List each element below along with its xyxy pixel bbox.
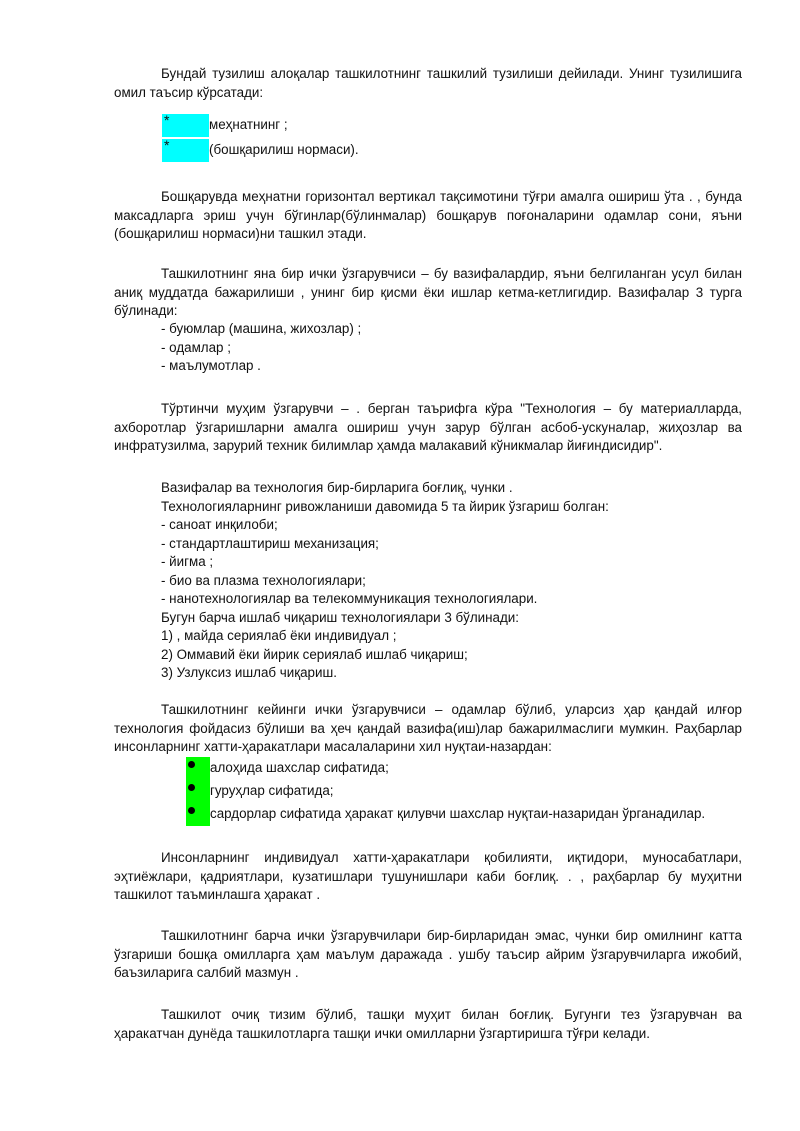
list-item: - маълумотлар .	[161, 358, 261, 373]
list-item: - йигма ;	[161, 554, 214, 569]
list-item-text: гуруҳлар сифатида;	[210, 783, 334, 798]
list-item-text: алоҳида шахслар сифатида;	[210, 760, 389, 775]
asterisk-icon: *	[164, 137, 170, 153]
paragraph-open-system: Ташкилот очиқ тизим бўлиб, ташқи муҳит билан боғлиқ. Бугунги тез ўзгарувчан ва ҳаракатчан дунёда ташкилотларга ташқи ички омилларни ўзгартиришга тўғри келади.	[114, 1007, 742, 1041]
asterisk-marker-highlight	[162, 139, 209, 162]
bullet-marker-highlight	[186, 780, 210, 803]
paragraph-structure: Бундай тузилиш алоқалар ташкилотнинг ташкилий тузилиши дейилади. Унинг тузилишига омил таъсир кўрсатади:	[114, 66, 742, 100]
paragraph-internal-variables: Ташкилотнинг барча ички ўзгарувчилари бир-бирларидан эмас, чунки бир омилнинг катта ўзгариши бошқа омилларга ҳам маълум даражада . ушбу таъсир айрим ўзгарувчиларга ижобий, баъзиларига салбий мазмун .	[114, 928, 742, 980]
list-item: 1) , майда сериялаб ёки индивидуал ;	[161, 628, 397, 643]
paragraph-management: Бошқарувда меҳнатни горизонтал вертикал тақсимотини тўғри амалга ошириш ўта . , бунда максадларга эриш учун бўгинлар(бўлинмалар) бошқарув поғоналарини одамлар сони, яъни (бошқарилиш нормаси)ни ташкил этади.	[114, 189, 742, 241]
list-item-control-norm	[162, 139, 462, 162]
list-item: - нанотехнологиялар ва телекоммуникация технологиялари.	[161, 591, 538, 606]
list-item: - био ва плазма технологиялари;	[161, 572, 366, 588]
paragraph-individual-behavior: Инсонларнинг индивидуал хатти-ҳаракатлари қобилияти, иқтидори, муносабатлари, эҳтиёжлари, қадриятлари, кузатишлари тушунишлари каби боғлиқ. . , раҳбарлар бу муҳитни ташкилот таъминлашга ҳаракат .	[114, 850, 742, 902]
list-item-text: меҳнатнинг ;	[209, 117, 288, 132]
bullet-marker-highlight	[186, 757, 210, 780]
list-item-leaders	[186, 803, 746, 826]
task-types-list	[114, 320, 742, 376]
paragraph-technology-definition: Тўртинчи муҳим ўзгарувчи – . берган таърифга кўра "Технология – бу материалларда, ахборотлар ўзгаришларни амалга ошириш учун зарур бўлган асбоб-ускуналар, жиҳозлар ва инфратузилма, зарурий техник билимлар ҳамда малакавий кўникмалар йиғиндисидир".	[114, 401, 742, 453]
list-item: - буюмлар (машина, жихозлар) ;	[161, 321, 362, 336]
list-item-groups	[186, 780, 746, 803]
technology-section	[114, 479, 742, 683]
bullet-icon	[188, 807, 195, 814]
asterisk-marker-highlight	[162, 114, 209, 137]
list-item: 2) Оммавий ёки йирик сериялаб ишлаб чиқариш;	[161, 646, 468, 662]
paragraph-people: Ташкилотнинг кейинги ички ўзгарувчиси – одамлар бўлиб, уларсиз ҳар қандай илғор технология фойдасиз бўлиши ва ҳеч қандай вазифа(иш)лар бажарилмаслиги мумкин. Раҳбарлар инсонларнинг хатти-ҳаракатлари масалаларини хил нуқтаи-назардан:	[114, 702, 742, 754]
list-item: 3) Узлуксиз ишлаб чиқариш.	[161, 665, 337, 680]
list-item-text: сардорлар сифатида ҳаракат қилувчи шахслар нуқтаи-назаридан ўрганадилар.	[210, 806, 706, 821]
text-line: Вазифалар ва технология бир-бирларига боғлиқ, чунки .	[161, 480, 513, 495]
list-item-labor	[162, 114, 462, 137]
list-item-individuals	[186, 757, 746, 780]
bullet-icon	[188, 761, 195, 768]
list-item: - саноат инқилоби;	[161, 517, 278, 532]
text-line: Бугун барча ишлаб чиқариш технологиялари 3 бўлинади:	[161, 609, 520, 625]
text-line: Технологияларнинг ривожланиши давомида 5 та йирик ўзгариш болган:	[161, 498, 609, 514]
list-item: - одамлар ;	[161, 339, 231, 355]
bullet-marker-highlight	[186, 803, 210, 826]
asterisk-icon: *	[164, 112, 170, 128]
paragraph-tasks: Ташкилотнинг яна бир ички ўзгарувчиси – бу вазифалардир, яъни белгиланган усул билан аниқ муддатда бажарилиши , унинг бир қисми ёки ишлар кетма-кетлигидир. Вазифалар 3 турга бўлинади:	[114, 266, 742, 318]
bullet-icon	[188, 784, 195, 791]
list-item: - стандартлаштириш механизация;	[161, 535, 379, 551]
list-item-text: (бошқарилиш нормаси).	[209, 142, 359, 157]
